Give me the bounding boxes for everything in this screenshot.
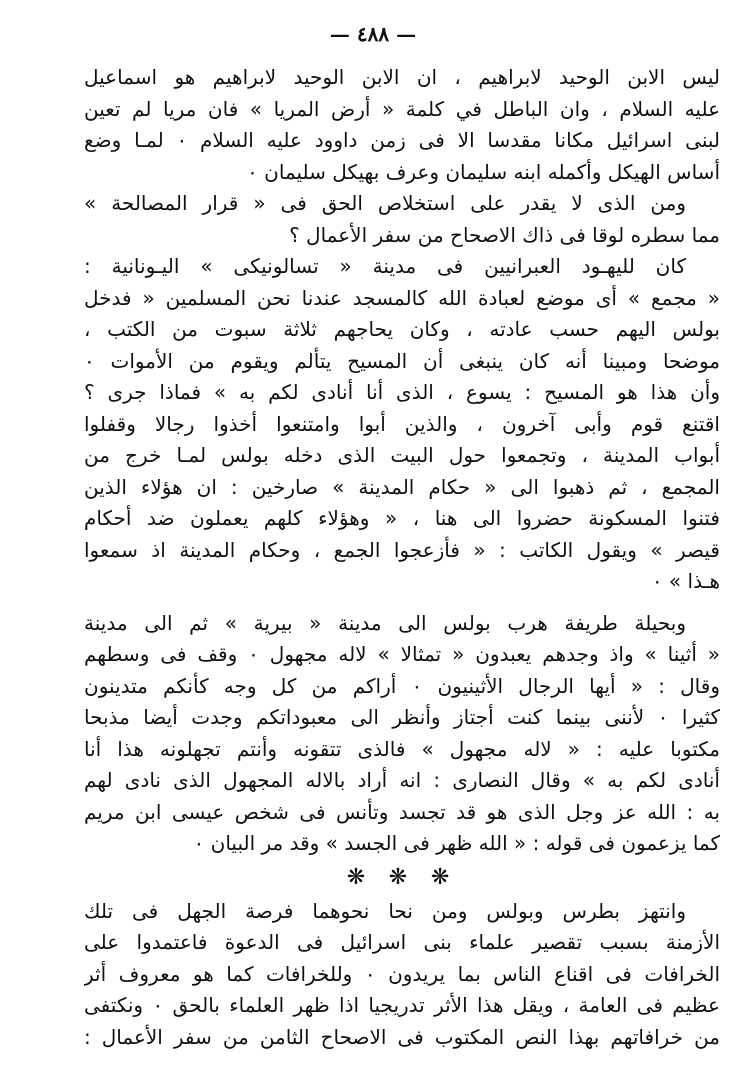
text-line: مكتوبا عليه : « لاله مجهول » فالذى تتقونه وأنتم تجهلونه هذا أنا: [84, 736, 720, 761]
text-line: كثيرا ٠ لأننى بينما كنت أجتاز وأنظر الى معبوداتكم وجدت أيضا مذبحا: [84, 705, 720, 729]
text-line: كان لليهـود العبرانيين فى مدينة « تسالونيكى » اليـونانية :: [84, 254, 686, 278]
text-line: وانتهز بطرس وبولس ومن نحا نحوهما فرصة الجهل فى تلك: [84, 898, 686, 923]
page-number: — ٤٨٨ —: [329, 22, 417, 46]
paragraph: [84, 251, 720, 598]
text-line: أبواب المدينة ، وتجمعوا حول البيت الذى دخله بولس لمـا خرج من: [84, 443, 720, 467]
text-line: فتنوا المسكونة حضروا الى هنا ، « وهؤلاء كلهم يعملون ضد أحكام: [84, 506, 720, 530]
body-text: [84, 62, 720, 1053]
text-line: به : الله عز وجل الذى هو قد تجسد وتأنس فى شخص عيسى ابن مريم: [84, 799, 720, 824]
text-line: عظيم فى العامة ، ويقل هذا الأثر تدريجيا اذا ظهر العلماء بالحق ٠ ونكتفى: [84, 993, 720, 1017]
text-line: قيصر » ويقول الكاتب : « فأزعجوا الجمع ، وحكام المدينة اذ سمعوا: [84, 537, 720, 562]
text-line: أنادى لكم به » وقال النصارى : انه أراد بالاله المجهول الذى نادى لهم: [84, 768, 720, 792]
text-line: « أثينا » واذ وجدهم يعبدون « تمثالا » لاله مجهول ٠ وقف فى وسطهم: [84, 642, 720, 666]
paragraph: [84, 608, 720, 860]
paragraph: [84, 62, 720, 188]
text-line: الأزمنة بسبب تقصير علماء بنى اسرائيل فى الدعوة فاعتمدوا على: [84, 930, 720, 954]
text-line: مما سطره لوقا فى ذاك الاصحاح من سفر الأعمال ؟: [289, 222, 720, 247]
text-line: وبحيلة طريفة هرب بولس الى مدينة « بيرية » ثم الى مدينة: [84, 610, 686, 635]
paragraph: [84, 896, 720, 1054]
text-line: الخرافات فى اقناع الناس بما يريدون ٠ وللخرافات كما هو معروف أثر: [84, 961, 720, 986]
text-line: « مجمع » أى موضع لعبادة الله كالمسجد عندنا نحن المسلمين « فدخل: [84, 285, 720, 310]
text-line: ومن الذى لا يقدر على استخلاص الحق فى « قرار المصالحة »: [84, 191, 686, 215]
text-line: اقتنع قوم وأبى آخرون ، والذين أبوا وامتنعوا أخذوا رجالا وقفلوا: [84, 411, 720, 436]
text-line: كما يزعمون فى قوله : « الله ظهر فى الجسد » وقد مر البيان ٠: [193, 831, 720, 855]
text-line: وقال : « أيها الرجال الأثينيون ٠ أراكم من كل وجه كأنكم متدينون: [84, 673, 720, 698]
text-line: موضحا ومبينا أنه كان ينبغى أن المسيح يتألم ويقوم من الأموات ٠: [84, 348, 720, 373]
text-line: بولس اليهم حسب عادته ، وكان يحاجهم ثلاثة سبوت من الكتب ،: [84, 317, 720, 341]
text-line: ليس الابن الوحيد لابراهيم ، ان الابن الوحيد لابراهيم هو اسماعيل: [84, 65, 720, 89]
paragraph-gap: [84, 598, 720, 608]
text-line: هـذا » ٠: [651, 569, 720, 593]
paragraph: [84, 188, 720, 251]
text-line: المجمع ، ثم ذهبوا الى « حكام المدينة » صارخين : ان هؤلاء الذين: [84, 474, 720, 499]
text-line: وأن هذا هو المسيح : يسوع ، الذى أنا أنادى لكم به » فماذا جرى ؟: [84, 380, 720, 404]
text-line: عليه السلام ، وان الباطل في كلمة « أرض المريا » فان مريا لم تعين: [84, 96, 720, 121]
text-line: أساس الهيكل وأكمله ابنه سليمان وعرف بهيكل سليمان ٠: [247, 159, 720, 184]
text-line: لبنى اسرائيل مكانا مقدسا الا فى زمن داوود عليه السلام ٠ لمـا وضع: [84, 128, 720, 152]
text-line: من خرافاتهم بهذا النص المكتوب فى الاصحاح الثامن من سفر الأعمال :: [84, 1024, 720, 1049]
section-separator: ❋ ❋ ❋: [346, 864, 458, 890]
